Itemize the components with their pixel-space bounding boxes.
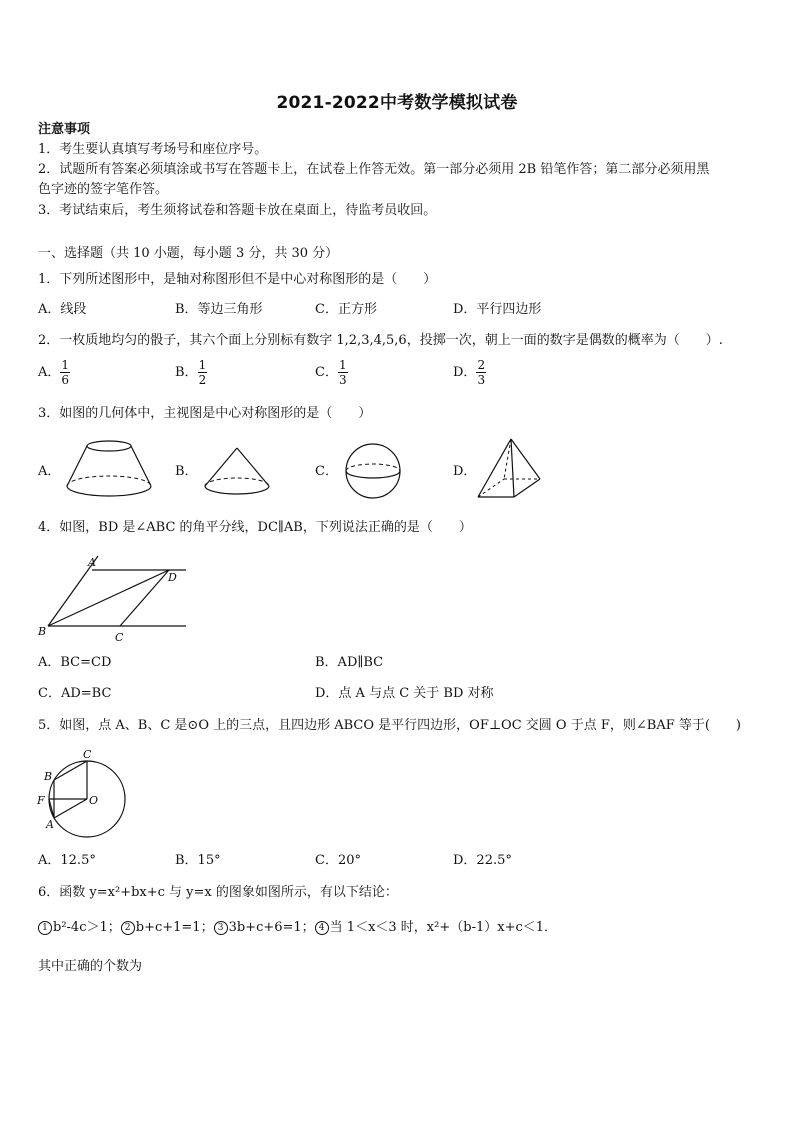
point-label-c: C <box>115 631 124 644</box>
conclusion-3: 3b+c+6=1； <box>228 920 315 935</box>
denominator: 6 <box>61 373 70 387</box>
fraction <box>198 358 208 387</box>
numerator: 1 <box>61 358 70 372</box>
question-6-conclusions <box>38 918 557 938</box>
question-2-stem: 2．一枚质地均匀的骰子，其六个面上分别标有数字 1,2,3,4,5,6，投掷一次，朝上一面的数字是偶数的概率为（ ）. <box>38 333 723 348</box>
sphere-figure <box>344 442 402 500</box>
option-label: D． <box>453 365 477 380</box>
denominator: 3 <box>338 373 347 387</box>
point-label-b: B <box>38 625 47 638</box>
point-label-d: D <box>168 571 177 584</box>
question-2-option-c[interactable] <box>315 358 348 387</box>
point-label-b: B <box>44 770 53 783</box>
notice-item-2: 2．试题所有答案必须填涂或书写在答题卡上，在试卷上作答无效。第一部分必须用 2B 铅笔作答；第二部分必须用黑 <box>38 162 710 177</box>
question-1-option-c[interactable]: C．正方形 <box>315 302 377 317</box>
point-label-a: A <box>88 556 96 569</box>
question-1-option-b[interactable]: B．等边三角形 <box>175 302 263 317</box>
section-heading: 一、选择题（共 10 小题，每小题 3 分，共 30 分） <box>38 246 339 261</box>
option-label: A． <box>38 365 61 380</box>
question-4-stem: 4．如图，BD 是∠ABC 的角平分线，DC∥AB，下列说法正确的是（ ） <box>38 520 472 535</box>
frustum-figure <box>62 436 158 502</box>
question-6-stem: 6．函数 y=x²+bx+c 与 y=x 的图象如图所示，有以下结论： <box>38 885 398 900</box>
notice-item-2-cont: 色字迹的签字笔作答。 <box>38 182 169 197</box>
question-2-option-a[interactable] <box>38 358 70 387</box>
denominator: 3 <box>477 373 486 387</box>
question-2-option-b[interactable] <box>175 358 207 387</box>
option-label: C． <box>315 365 338 380</box>
conclusion-2: b+c+1=1； <box>135 920 214 935</box>
question-5-option-c[interactable]: C．20° <box>315 853 361 868</box>
notice-item-1: 1．考生要认真填写考场号和座位序号。 <box>38 142 268 157</box>
question-5-option-d[interactable]: D．22.5° <box>453 853 512 868</box>
question-5-stem: 5．如图，点 A、B、C 是⊙O 上的三点，且四边形 ABCO 是平行四边形，OF⊥OC 交圆 O 于点 F，则∠BAF 等于( ) <box>38 718 742 733</box>
point-label-a: A <box>46 818 54 831</box>
point-label-c: C <box>83 748 92 761</box>
pyramid-figure <box>474 437 544 503</box>
page-title: 2021-2022中考数学模拟试卷 <box>276 93 518 113</box>
numerator: 1 <box>338 358 347 372</box>
numerator: 2 <box>477 358 486 372</box>
question-6-tail: 其中正确的个数为 <box>38 959 143 974</box>
fraction <box>476 358 486 387</box>
cone-figure <box>202 446 272 498</box>
question-3-option-c[interactable]: C． <box>315 464 338 479</box>
point-label-o: O <box>89 794 99 807</box>
notice-heading: 注意事项 <box>38 122 91 137</box>
point-label-f: F <box>37 794 45 807</box>
denominator: 2 <box>198 373 207 387</box>
question-5-option-b[interactable]: B．15° <box>175 853 221 868</box>
question-3-option-a[interactable]: A． <box>38 464 61 479</box>
fraction <box>60 358 70 387</box>
fraction <box>338 358 348 387</box>
question-4-option-b[interactable]: B．AD∥BC <box>315 655 384 670</box>
question-1-option-d[interactable]: D．平行四边形 <box>453 302 542 317</box>
question-1-stem: 1．下列所述图形中，是轴对称图形但不是中心对称图形的是（ ） <box>38 272 437 287</box>
circled-number-1: 1 <box>38 921 52 935</box>
parallelogram-figure <box>36 548 191 644</box>
question-5-option-a[interactable]: A．12.5° <box>38 853 96 868</box>
notice-item-3: 3．考试结束后，考生须将试卷和答题卡放在桌面上，待监考员收回。 <box>38 203 437 218</box>
numerator: 1 <box>198 358 207 372</box>
circled-number-2: 2 <box>121 921 135 935</box>
conclusion-4: 当 1＜x＜3 时，x²+（b-1）x+c＜1． <box>329 920 558 935</box>
circle-figure <box>34 748 130 840</box>
conclusion-1: b²-4c＞1； <box>53 920 121 935</box>
question-3-option-b[interactable]: B． <box>175 464 198 479</box>
question-4-option-a[interactable]: A．BC=CD <box>38 655 112 670</box>
question-2-option-d[interactable] <box>453 358 486 387</box>
circled-number-3: 3 <box>214 921 228 935</box>
question-4-option-d[interactable]: D．点 A 与点 C 关于 BD 对称 <box>315 686 494 701</box>
option-label: B． <box>175 365 198 380</box>
question-1-option-a[interactable]: A．线段 <box>38 302 87 317</box>
question-4-option-c[interactable]: C．AD=BC <box>38 686 112 701</box>
question-3-stem: 3．如图的几何体中，主视图是中心对称图形的是（ ） <box>38 406 372 421</box>
question-3-option-d[interactable]: D． <box>453 464 477 479</box>
circled-number-4: 4 <box>315 921 329 935</box>
